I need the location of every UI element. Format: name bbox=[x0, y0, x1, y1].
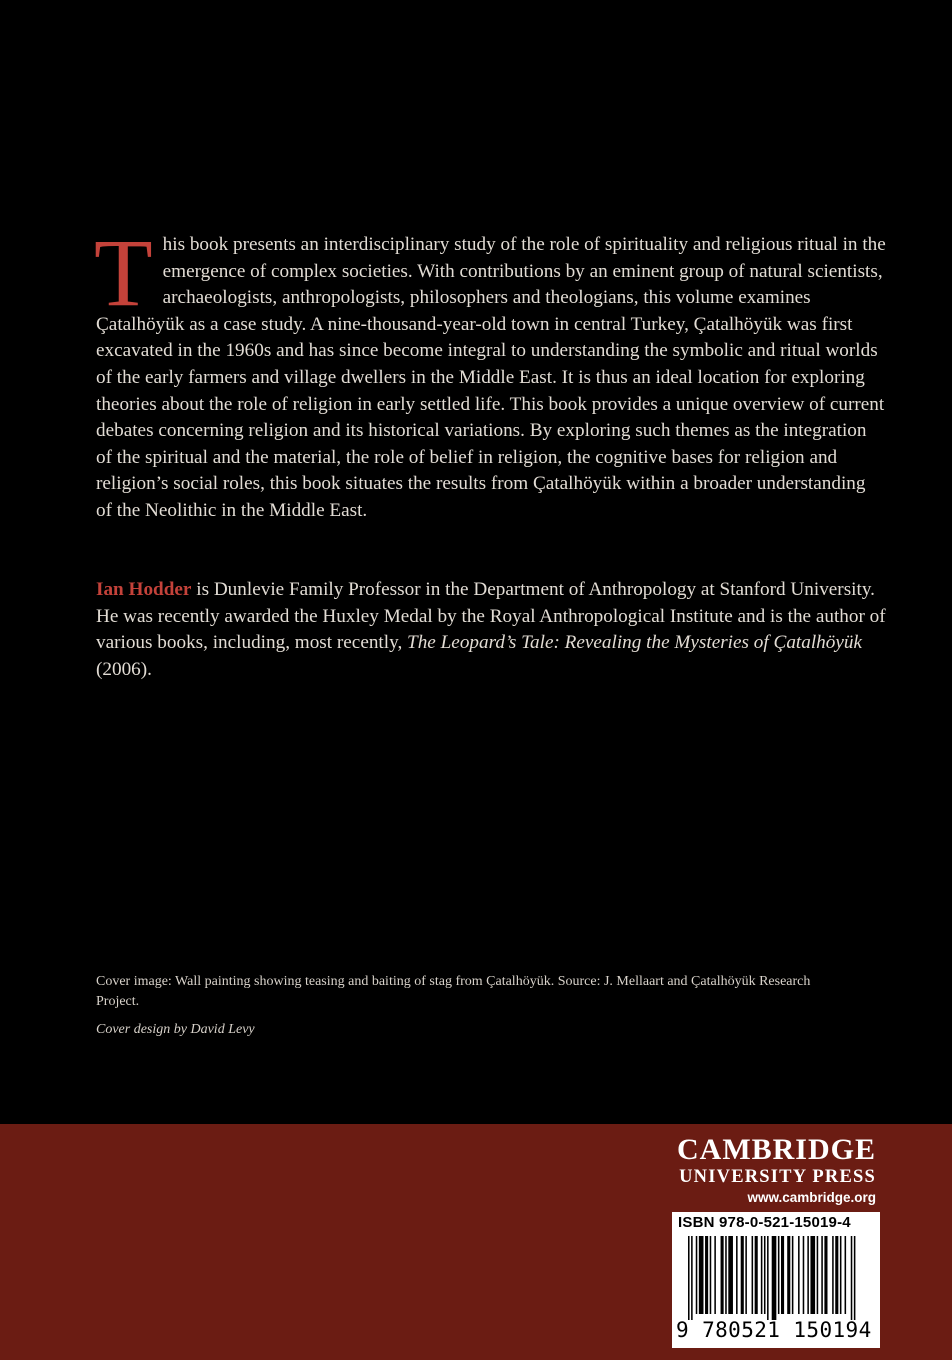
barcode-bar bbox=[840, 1236, 842, 1314]
barcode-bar bbox=[699, 1236, 704, 1314]
barcode-bar bbox=[781, 1236, 784, 1314]
barcode-bar bbox=[745, 1236, 747, 1314]
barcode-bar bbox=[817, 1236, 819, 1314]
barcode-bar bbox=[764, 1236, 766, 1314]
cover-image-credit: Cover image: Wall painting showing teasing and baiting of stag from Çatalhöyük. Source: J. Mellaart and Çatalhöyük Research Project. bbox=[96, 974, 811, 1009]
bio-text-before: is Dunlevie Family Professor in the Department of Anthropology at Stanford University. He was recently awarded the Huxley Medal by the Royal Anthropological Institute and is the author of various books, including, most recently, bbox=[96, 579, 886, 654]
barcode-bar bbox=[755, 1236, 758, 1314]
barcode-bar bbox=[710, 1236, 712, 1314]
blurb-text: his book presents an interdisciplinary study of the role of spirituality and religious ritual in the emergence of complex societies. With contributions by an eminent group of natural scientists, archaeologists, anthropologists, philosophers and theologians, this volume examines Çatalhöyük as a case study. A nine-thousand-year-old town in central Turkey, Çatalhöyük was first excavated in the 1960s and has since become integral to understanding the symbolic and ritual worlds of the early farmers and village dwellers in the Middle East. It is thus an ideal location for exploring theories about the role of religion in early settled life. This book provides a unique overview of current debates concerning religion and its historical variations. By exploring such themes as the integration of the spiritual and the material, the role of belief in religion, the cognitive bases for religion and religion’s social roles, this book situates the results from Çatalhöyük within a broader understanding of the Neolithic in the Middle East. bbox=[96, 234, 886, 521]
barcode-bar bbox=[741, 1236, 744, 1314]
isbn-barcode bbox=[672, 1212, 880, 1348]
barcode-bar bbox=[772, 1236, 777, 1320]
barcode-bar bbox=[821, 1236, 823, 1314]
cover-credits bbox=[96, 972, 856, 1040]
barcode-bar bbox=[721, 1236, 724, 1314]
barcode-bar bbox=[778, 1236, 780, 1314]
barcode-bar bbox=[807, 1236, 809, 1314]
author-bio bbox=[96, 577, 886, 683]
barcode-bar bbox=[824, 1236, 827, 1314]
barcode-bar bbox=[767, 1236, 769, 1320]
barcode-bar bbox=[854, 1236, 856, 1320]
drop-cap: T bbox=[94, 219, 153, 326]
barcode-bar bbox=[810, 1236, 815, 1314]
barcode-bar bbox=[705, 1236, 708, 1314]
barcode-bar bbox=[736, 1236, 738, 1314]
publisher-name: CAMBRIDGE bbox=[676, 1133, 876, 1166]
barcode-bar bbox=[725, 1236, 727, 1314]
isbn-label: ISBN 978-0-521-15019-4 bbox=[678, 1214, 851, 1231]
barcode-bar bbox=[845, 1236, 847, 1314]
author-name: Ian Hodder bbox=[96, 579, 192, 600]
cover-design-credit: Cover design by David Levy bbox=[96, 1022, 255, 1037]
barcode-digits: 9 780521 150194 bbox=[676, 1318, 872, 1342]
barcode-bar bbox=[688, 1236, 690, 1320]
barcode-bar bbox=[851, 1236, 853, 1320]
barcode-bar bbox=[752, 1236, 754, 1314]
barcode-bar bbox=[835, 1236, 838, 1314]
barcode-bar bbox=[792, 1236, 794, 1314]
book-title: The Leopard’s Tale: Revealing the Mysteries of Çatalhöyük bbox=[407, 632, 862, 654]
barcode-bar bbox=[696, 1236, 698, 1314]
book-blurb bbox=[94, 219, 886, 525]
bio-text-after: (2006). bbox=[96, 658, 152, 680]
barcode-bar bbox=[803, 1236, 805, 1314]
barcode-bar bbox=[761, 1236, 763, 1314]
barcode-bars bbox=[672, 1236, 880, 1320]
barcode-bar bbox=[728, 1236, 733, 1314]
publisher-subname: UNIVERSITY PRESS bbox=[679, 1167, 876, 1187]
publisher-logo bbox=[677, 1134, 876, 1208]
barcode-bar bbox=[691, 1236, 693, 1320]
barcode-bar bbox=[832, 1236, 834, 1314]
publisher-url: www.cambridge.org bbox=[747, 1190, 876, 1205]
barcode-bar bbox=[714, 1236, 716, 1314]
barcode-bar bbox=[798, 1236, 800, 1314]
barcode-bar bbox=[787, 1236, 790, 1314]
